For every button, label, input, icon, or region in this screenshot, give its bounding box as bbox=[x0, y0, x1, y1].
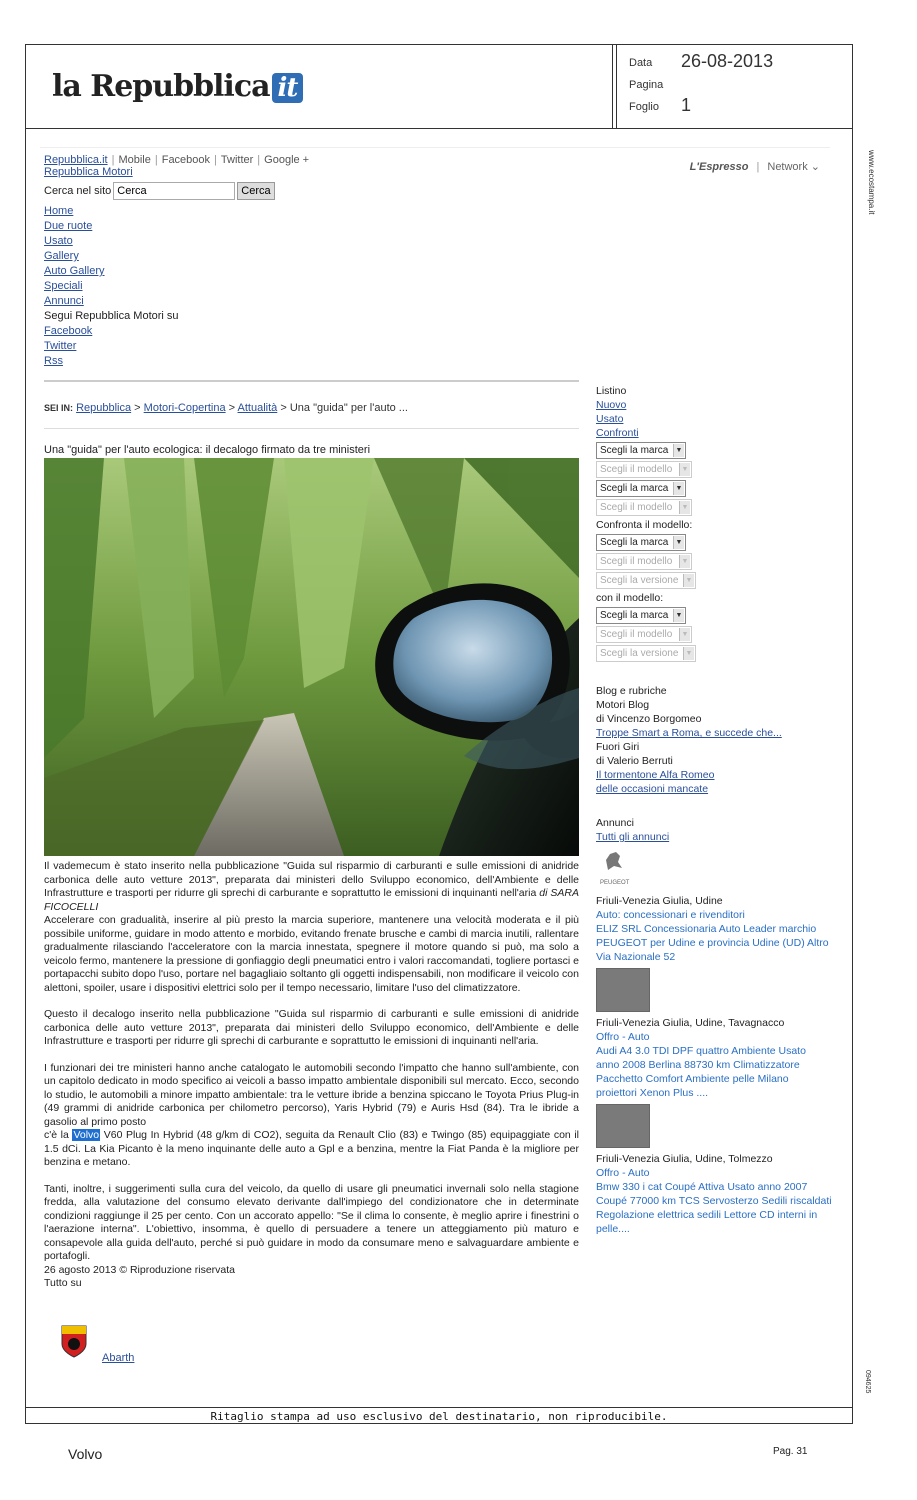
annunci-title: Annunci bbox=[596, 817, 634, 829]
data-row bbox=[629, 51, 774, 71]
dropdown-arrow-icon: ▼ bbox=[683, 647, 694, 660]
breadcrumb-prefix: SEI IN: bbox=[44, 403, 74, 413]
clipping-frame bbox=[25, 44, 853, 1424]
article-title: Una "guida" per l'auto ecologica: il decalogo firmato da tre ministeri bbox=[44, 444, 371, 456]
search-button[interactable]: Cerca bbox=[237, 182, 274, 200]
blog2-name: Fuori Giri bbox=[596, 741, 640, 753]
article-paragraph-4: Tanti, inoltre, i suggerimenti sulla cura del veicolo, da quello di usare gli pneumatici invernali solo nella stagione fredda, alla valutazione del consumo elevato derivante dall'impiego del condizionatore che in determinate condizioni raggiunge il 25 per cento. Con un accorato appello: "Se il clima lo consente, è meglio aprire i finestrini o l'aerazione interna". L'obiettivo, insomma, è quello di persuadere a tenere un atteggiamento più maturo e consapevole alla guida dell'auto, perché si può guidare in modo da consumare meno e salvaguardare ambiente e portafogli. bbox=[44, 1182, 579, 1262]
ad3-text[interactable]: Bmw 330 i cat Coupé Attiva Usato anno 2007 Coupé 77000 km TCS Servosterzo Sedili riscaldati Regolazione elettrica sedili Lettore CD interni in pelle.... bbox=[596, 1181, 832, 1235]
article-photo bbox=[44, 458, 579, 856]
logo-cell bbox=[26, 45, 613, 129]
breadcrumb: SEI IN: Repubblica > Motori-Copertina > Attualità > Una "guida" per l'auto ... bbox=[44, 402, 408, 414]
ad1-text[interactable]: ELIZ SRL Concessionaria Auto Leader marchio PEUGEOT per Udine e provincia Udine (UD) Altro Via Nazionale 52 bbox=[596, 923, 829, 963]
select-modello-b[interactable]: Scegli il modello ▼ bbox=[596, 626, 692, 643]
ad2-location: Friuli-Venezia Giulia, Udine, Tavagnacco bbox=[596, 1017, 785, 1029]
clipping-content bbox=[32, 137, 848, 1407]
social-rss[interactable]: Rss bbox=[44, 355, 63, 367]
select-marca[interactable]: Scegli la marca ▼ bbox=[596, 442, 686, 459]
abarth-link[interactable]: Abarth bbox=[102, 1352, 135, 1364]
search-label: Cerca nel sito bbox=[44, 185, 112, 197]
select-modello[interactable]: Scegli il modello ▼ bbox=[596, 461, 692, 478]
meta-cell bbox=[616, 45, 852, 129]
data-label: Data bbox=[629, 57, 653, 69]
ecostampa-url: www.ecostampa.it bbox=[867, 150, 876, 215]
nav-annunci[interactable]: Annunci bbox=[44, 295, 84, 307]
ad2-text[interactable]: Audi A4 3.0 TDI DPF quattro Ambiente Usato anno 2008 Berlina 88730 km Climatizzatore Pacchetto Comfort Ambiente pelle Milano proiettori Xenon Plus .... bbox=[596, 1045, 806, 1099]
foglio-row bbox=[629, 95, 692, 115]
blog1-link[interactable]: Troppe Smart a Roma, e succede che... bbox=[596, 727, 782, 739]
logo-suffix: it bbox=[272, 73, 304, 103]
blog1-name: Motori Blog bbox=[596, 699, 650, 711]
nav-home[interactable]: Home bbox=[44, 205, 74, 217]
nav-auto-gallery[interactable]: Auto Gallery bbox=[44, 265, 105, 277]
blog1-author: di Vincenzo Borgomeo bbox=[596, 713, 702, 725]
reproduction-notice: Ritaglio stampa ad uso esclusivo del destinatario, non riproducibile. bbox=[26, 1407, 852, 1424]
newspaper-logo bbox=[52, 69, 303, 104]
listino-title: Listino bbox=[596, 385, 627, 397]
select-modello-usato[interactable]: Scegli il modello ▼ bbox=[596, 499, 692, 516]
nav-google[interactable]: Google + bbox=[264, 154, 310, 166]
nav-gallery[interactable]: Gallery bbox=[44, 250, 79, 262]
article-body bbox=[44, 860, 579, 1291]
dropdown-arrow-icon: ▼ bbox=[683, 574, 694, 587]
sidebar bbox=[596, 384, 832, 1236]
pagina-label: Pagina bbox=[629, 79, 664, 91]
article-paragraph-1: Accelerare con gradualità, inserire al più presto la marcia superiore, mantenere una velocità moderata e il più possibile uniforme, guidare in modo attento e morbido, evitando frenate brusche e cambi di marcia inutili, rallentare gradualmente rilasciando l'acceleratore con la marcia innestata, spegnere il motore quando si può, ma solo a veicolo fermo, mantenere la pressione di gonfiaggio degli pneumatici entro i valori raccomandati, togliere portasci e portapacchi subito dopo l'uso, portare nel bagagliaio soltanto gli oggetti indispensabili, non modificare il veicolo con alettoni, spoiler, usare i dispositivi elettrici solo per il tempo necessario, limitare l'uso del climatizzatore. bbox=[44, 914, 579, 994]
dropdown-arrow-icon: ▼ bbox=[679, 501, 690, 514]
nav-usato[interactable]: Usato bbox=[44, 235, 73, 247]
blog-title: Blog e rubriche bbox=[596, 685, 667, 697]
article-author: di SARA FICOCELLI bbox=[44, 887, 580, 913]
article-date: 26 agosto 2013 © Riproduzione riservata bbox=[44, 1263, 236, 1276]
nav-mobile[interactable]: Mobile bbox=[118, 154, 151, 166]
page-number: Pag. 31 bbox=[773, 1446, 808, 1457]
select-marca-usato[interactable]: Scegli la marca ▼ bbox=[596, 480, 686, 497]
peugeot-lion-icon bbox=[600, 850, 626, 872]
ad3-type[interactable]: Offro - Auto bbox=[596, 1167, 650, 1179]
listino-nuovo[interactable]: Nuovo bbox=[596, 399, 627, 411]
chevron-down-icon: ⌄ bbox=[810, 161, 820, 173]
clipping-header bbox=[26, 45, 852, 129]
highlighted-keyword: Volvo bbox=[73, 1129, 100, 1141]
con-modello-label: con il modello: bbox=[596, 592, 664, 604]
article-paragraph-3-pre: c'è la bbox=[44, 1129, 69, 1141]
ad1-thumbnail[interactable] bbox=[596, 968, 650, 1012]
tutti-annunci-link[interactable]: Tutti gli annunci bbox=[596, 831, 670, 843]
ad1-type[interactable]: Auto: concessionari e rivenditori bbox=[596, 909, 745, 921]
left-nav bbox=[44, 204, 179, 369]
nav-due-ruote[interactable]: Due ruote bbox=[44, 220, 93, 232]
select-marca-a[interactable]: Scegli la marca ▼ bbox=[596, 534, 686, 551]
ad1-location: Friuli-Venezia Giulia, Udine bbox=[596, 895, 723, 907]
social-facebook[interactable]: Facebook bbox=[44, 325, 93, 337]
follow-label: Segui Repubblica Motori su bbox=[44, 310, 179, 322]
data-value: 26-08-2013 bbox=[681, 51, 774, 71]
site-search bbox=[44, 182, 275, 200]
dropdown-arrow-icon: ▼ bbox=[673, 444, 684, 457]
dropdown-arrow-icon: ▼ bbox=[679, 463, 690, 476]
car-mirror-forest-image bbox=[44, 458, 579, 856]
peugeot-logo[interactable]: PEUGEOT bbox=[600, 850, 832, 890]
article-paragraph-3a: I funzionari dei tre ministeri hanno anche catalogato le automobili secondo l'impatto che hanno sull'ambiente, con un capitolo dedicato in modo specifico ai veicoli a basso impatto ambientale disponibili sul mercato. Ecco, secondo lo studio, le automobili a minore impatto ambientale: tra le vetture ibride a benzina spiccano le Toyota Prius Plug-in (49 grammi di anidride carbonica per chilometro percorso), Yaris Hybrid (79) e Auris Hsd (84). Tra le ibride a gasolio al primo posto bbox=[44, 1061, 579, 1128]
clipping-code: 094625 bbox=[864, 1370, 871, 1394]
logo-text: la Repubblica bbox=[52, 69, 270, 104]
ad2-thumbnail[interactable] bbox=[596, 1104, 650, 1148]
search-input[interactable] bbox=[113, 182, 235, 200]
blog2-author: di Valerio Berruti bbox=[596, 755, 673, 767]
breadcrumb-repubblica[interactable]: Repubblica bbox=[76, 402, 132, 414]
listino-confronti[interactable]: Confronti bbox=[596, 427, 639, 439]
ad2-type[interactable]: Offro - Auto bbox=[596, 1031, 650, 1043]
select-marca-b[interactable]: Scegli la marca ▼ bbox=[596, 607, 686, 624]
social-twitter[interactable]: Twitter bbox=[44, 340, 77, 352]
abarth-logo-icon[interactable] bbox=[60, 1324, 88, 1358]
nav-twitter[interactable]: Twitter bbox=[220, 154, 254, 166]
nav-speciali[interactable]: Speciali bbox=[44, 280, 83, 292]
dropdown-arrow-icon: ▼ bbox=[679, 628, 690, 641]
foglio-value: 1 bbox=[681, 95, 692, 115]
nav-facebook[interactable]: Facebook bbox=[161, 154, 211, 166]
foglio-label: Foglio bbox=[629, 101, 659, 113]
nav-repubblica-motori[interactable]: Repubblica Motori bbox=[44, 166, 133, 178]
pagina-row bbox=[629, 79, 663, 91]
espresso-brand[interactable]: L'Espresso bbox=[689, 161, 749, 173]
dropdown-arrow-icon: ▼ bbox=[679, 555, 690, 568]
breadcrumb-current: Una "guida" per l'auto ... bbox=[289, 402, 408, 414]
blog2-link[interactable]: Il tormentone Alfa Romeo bbox=[596, 769, 715, 781]
breadcrumb-motori[interactable]: Motori-Copertina bbox=[143, 402, 226, 414]
web-page bbox=[40, 147, 830, 1367]
network-menu[interactable]: Network bbox=[767, 161, 808, 173]
article-intro: Il vademecum è stato inserito nella pubblicazione "Guida sul risparmio di carburanti e sulle emissioni di anidride carbonica delle auto vetture 2013", preparata dai ministeri dello Sviluppo economico, dell'Ambiente e delle Infrastrutture e trasporti per ridurre gli sprechi di carburante e soprattutto le emissioni di inquinanti nell'aria bbox=[44, 860, 579, 899]
divider bbox=[44, 380, 579, 382]
ad3-location: Friuli-Venezia Giulia, Udine, Tolmezzo bbox=[596, 1153, 773, 1165]
listino-usato[interactable]: Usato bbox=[596, 413, 624, 425]
nav-repubblica[interactable]: Repubblica.it bbox=[44, 154, 108, 166]
confronta-label: Confronta il modello: bbox=[596, 519, 693, 531]
dropdown-arrow-icon: ▼ bbox=[673, 536, 684, 549]
article-paragraph-2: Questo il decalogo inserito nella pubblicazione "Guida sul risparmio di carburanti e sulle emissioni di anidride carbonica delle auto vetture 2013", preparata dai ministeri dello Sviluppo economico, dell'Ambiente e delle Infrastrutture e trasporti per ridurre gli sprechi di carburante e soprattutto le emissioni di inquinanti nell'aria. bbox=[44, 1008, 579, 1047]
breadcrumb-attualita[interactable]: Attualità bbox=[237, 402, 278, 414]
client-name: Volvo bbox=[68, 1446, 103, 1462]
brand-right: L'Espresso | Network ⌄ bbox=[689, 161, 820, 173]
select-versione-a[interactable]: Scegli la versione ▼ bbox=[596, 572, 696, 589]
select-modello-a[interactable]: Scegli il modello ▼ bbox=[596, 553, 692, 570]
dropdown-arrow-icon: ▼ bbox=[673, 609, 684, 622]
article-paragraph-3b: V60 Plug In Hybrid (48 g/km di CO2), seguita da Renault Clio (83) e Twingo (85) equipaggiate con il 1.5 dCi. La Kia Picanto è la meno inquinante delle auto a Gpl e a benzina, mentre la Fiat Panda è la migliore per benzina e metano. bbox=[44, 1129, 579, 1168]
top-nav: Repubblica.it | Mobile | Facebook | Twitter | Google + Repubblica Motori bbox=[44, 154, 310, 178]
select-versione-b[interactable]: Scegli la versione ▼ bbox=[596, 645, 696, 662]
blog2-link-cont[interactable]: delle occasioni mancate bbox=[596, 783, 709, 795]
dropdown-arrow-icon: ▼ bbox=[673, 482, 684, 495]
divider bbox=[44, 428, 579, 429]
tutto-su-label: Tutto su bbox=[44, 1277, 82, 1289]
